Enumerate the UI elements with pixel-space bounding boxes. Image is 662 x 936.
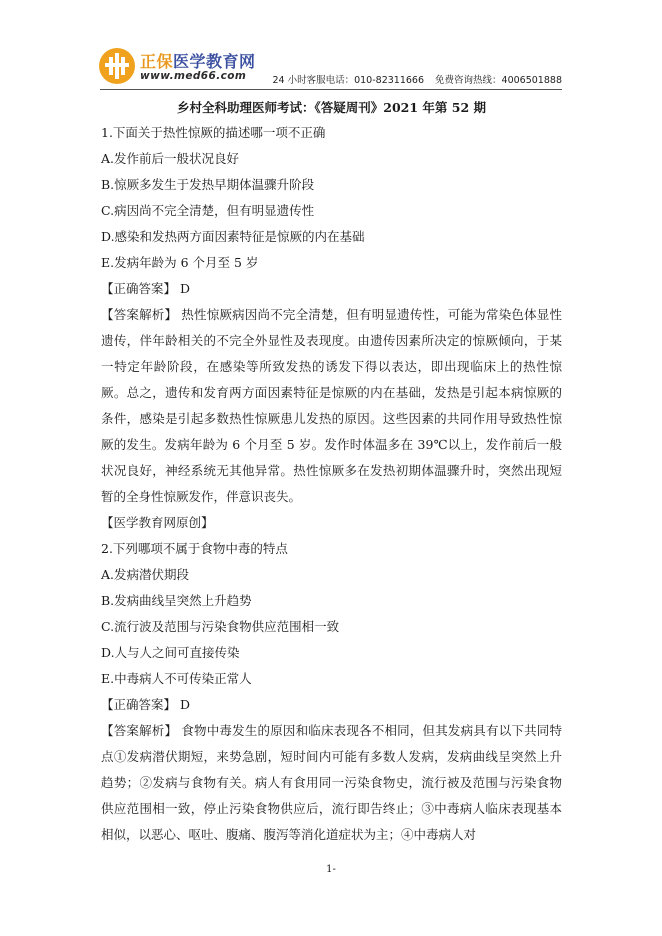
answer-label: 【正确答案】 [101, 281, 177, 296]
header-divider [100, 89, 562, 90]
service-phone: 24 小时客服电话：010-82311666 [272, 75, 425, 86]
analysis-label: 【答案解析】 [101, 723, 178, 738]
question-1-option-d: D.感染和发热两方面因素特征是惊厥的内在基础 [101, 229, 365, 244]
page-number: 1- [326, 864, 336, 875]
analysis-text: 热性惊厥病因尚不完全清楚，但有明显遗传性，可能为常染色体显性遗传，伴年龄相关的不完全外显性及表现度。由遗传因素所决定的惊厥倾向，于某一特定年龄阶段，在感染等所致发热的诱发下得以表达，即出现临床上的热性惊厥。总之，遗传和发育两方面因素特征是惊厥的内在基础，发热是引起本病惊厥的条件，感染是引起多数热性惊厥患儿发热的原因。这些因素的共同作用导致热性惊厥的发生。发病年龄为 6 个月至 5 岁。发作时体温多在 39℃以上，发作前后一般状况良好，神经系统无其他异常。热性惊厥多在发热初期体温骤升时，突然出现短暂的全身性惊厥发作，伴意识丧失。 [101, 307, 562, 504]
question-2-option-e: E.中毒病人不可传染正常人 [101, 671, 252, 686]
question-1-stem: 1.下面关于热性惊厥的描述哪一项不正确 [101, 125, 326, 140]
question-1-option-b: B.惊厥多发生于发热早期体温骤升阶段 [101, 177, 315, 192]
question-1-option-c: C.病因尚不完全清楚，但有明显遗传性 [101, 203, 315, 218]
question-2-option-b: B.发病曲线呈突然上升趋势 [101, 593, 252, 608]
analysis-label: 【答案解析】 [101, 307, 178, 322]
brand-name [140, 49, 256, 72]
answer-label: 【正确答案】 [101, 697, 177, 712]
question-2-stem: 2.下列哪项不属于食物中毒的特点 [101, 541, 288, 556]
question-1-analysis [101, 302, 562, 510]
question-1-option-a: A.发作前后一般状况良好 [101, 151, 240, 166]
document-title: 乡村全科助理医师考试：《答疑周刊》2021 年第 52 期 [177, 100, 486, 115]
consult-phone: 免费咨询热线：4006501888 [435, 75, 562, 86]
answer-value: D [180, 697, 191, 712]
question-2-analysis [101, 718, 562, 848]
brand-url: www.med66.com [140, 70, 247, 82]
analysis-text: 食物中毒发生的原因和临床表现各不相同，但其发病具有以下共同特点①发病潜伏期短，来势急剧，短时间内可能有多数人发病，发病曲线呈突然上升趋势；②发病与食物有关。病人有食用同一污染食物史，流行被及范围与污染食物供应范围相一致，停止污染食物供应后，流行即告终止；③中毒病人临床表现基本相似，以恶心、呕吐、腹痛、腹泻等消化道症状为主；④中毒病人对 [101, 723, 562, 842]
contact-hotlines [264, 72, 562, 86]
question-2-option-d: D.人与人之间可直接传染 [101, 645, 240, 660]
question-1-source: 【医学教育网原创】 [101, 515, 214, 530]
question-1-option-e: E.发病年龄为 6 个月至 5 岁 [101, 255, 259, 270]
answer-value: D [180, 281, 191, 296]
brand-main: 正保 [140, 52, 174, 71]
question-2-answer [101, 692, 562, 718]
question-2-option-c: C.流行波及范围与污染食物供应范围相一致 [101, 619, 340, 634]
document-body [101, 96, 562, 848]
brand-sub: 医学教育网 [173, 52, 256, 71]
page-header [0, 0, 662, 96]
logo-icon [99, 48, 135, 84]
question-2-option-a: A.发病潜伏期段 [101, 567, 190, 582]
question-1-answer [101, 276, 562, 302]
